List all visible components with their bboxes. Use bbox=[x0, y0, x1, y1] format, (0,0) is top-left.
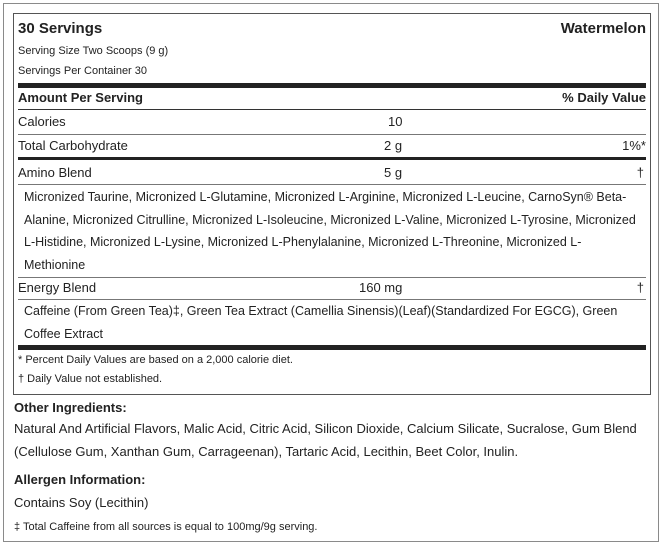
panel-header bbox=[18, 20, 646, 40]
energy-blend-amount: 160 mg bbox=[359, 280, 403, 295]
divider bbox=[18, 134, 646, 135]
dagger-footnote: † Daily Value not established. bbox=[18, 373, 163, 385]
amino-blend-row bbox=[18, 165, 646, 183]
thick-divider bbox=[18, 83, 646, 88]
divider bbox=[18, 277, 646, 278]
divider bbox=[18, 109, 646, 110]
other-ingredients-text: Natural And Artificial Flavors, Malic Acid, Citric Acid, Silicon Dioxide, Calcium Silicate, Sucralose, Gum Blend (Cellulose Gum, Xanthan Gum, Carrageenan), Tartaric Acid, Lecithin, Beet Color, Inulin. bbox=[14, 421, 637, 459]
energy-blend-ingredients-box bbox=[18, 300, 646, 346]
carbohydrate-label: Total Carbohydrate bbox=[18, 138, 128, 153]
supplement-facts-panel bbox=[13, 13, 651, 395]
carbohydrate-amount: 2 g bbox=[384, 138, 403, 153]
caffeine-footnote: ‡ Total Caffeine from all sources is equal to 100mg/9g serving. bbox=[14, 521, 318, 533]
amino-blend-label: Amino Blend bbox=[18, 165, 92, 180]
calories-row bbox=[18, 114, 646, 132]
amino-blend-dv: † bbox=[636, 165, 644, 180]
flavor-name: Watermelon bbox=[560, 20, 646, 37]
daily-value-header: % Daily Value bbox=[562, 90, 646, 105]
thick-divider bbox=[18, 345, 646, 350]
amount-per-serving-header: Amount Per Serving bbox=[18, 90, 143, 105]
amino-blend-ingredients-box bbox=[18, 185, 646, 277]
daily-value-footnote: * Percent Daily Values are based on a 2,000 calorie diet. bbox=[18, 354, 293, 366]
servings-per-container: Servings Per Container 30 bbox=[18, 65, 148, 77]
energy-blend-dv: † bbox=[636, 280, 644, 295]
calories-amount: 10 bbox=[388, 114, 403, 129]
carbohydrate-row bbox=[18, 138, 646, 156]
carbohydrate-dv: 1%* bbox=[622, 138, 646, 153]
amino-blend-ingredients: Micronized Taurine, Micronized L-Glutamine, Micronized L-Arginine, Micronized L-Leucine, CarnoSyn® Beta-Alanine, Micronized Citrulline, Micronized L-Isoleucine, Micronized L-Valine, Micronized L-Tyrosine, Micronized L-Histidine, Micronized L-Lysine, Micronized L-Phenylalanine, Micronized L-Threonine, Micronized L-Methionine bbox=[24, 190, 636, 272]
energy-blend-label: Energy Blend bbox=[18, 280, 97, 295]
calories-label: Calories bbox=[18, 114, 66, 129]
other-ingredients-label: Other Ingredients: bbox=[14, 400, 127, 415]
energy-blend-row bbox=[18, 280, 646, 298]
allergen-label: Allergen Information: bbox=[14, 472, 146, 487]
servings-title: 30 Servings bbox=[18, 20, 103, 37]
allergen-text: Contains Soy (Lecithin) bbox=[14, 495, 149, 510]
supplement-facts-page bbox=[3, 3, 659, 542]
column-header bbox=[18, 90, 646, 108]
medium-divider bbox=[18, 157, 646, 160]
energy-blend-ingredients: Caffeine (From Green Tea)‡, Green Tea Extract (Camellia Sinensis)(Leaf)(Standardized For EGCG), Green Coffee Extract bbox=[24, 304, 618, 341]
amino-blend-amount: 5 g bbox=[384, 165, 403, 180]
serving-size: Serving Size Two Scoops (9 g) bbox=[18, 45, 169, 57]
